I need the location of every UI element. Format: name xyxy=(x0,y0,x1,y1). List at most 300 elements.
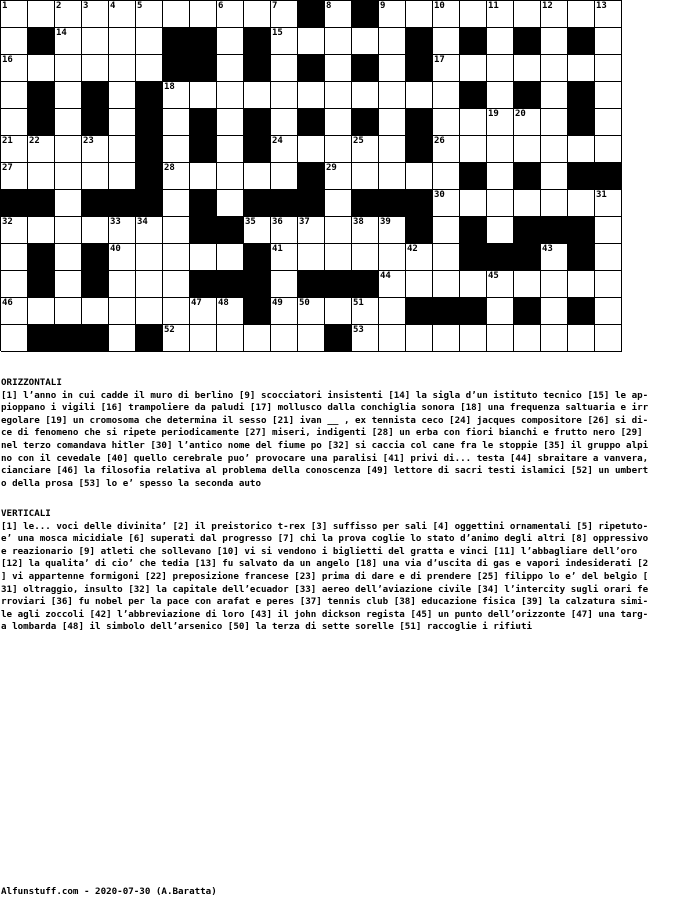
black-cell xyxy=(352,55,379,82)
black-cell xyxy=(244,271,271,298)
grid-cell[interactable] xyxy=(1,244,28,271)
grid-cell[interactable] xyxy=(28,136,55,163)
grid-cell[interactable] xyxy=(595,271,622,298)
grid-cell[interactable] xyxy=(325,244,352,271)
grid-cell[interactable] xyxy=(541,82,568,109)
grid-cell[interactable] xyxy=(514,190,541,217)
grid-cell[interactable] xyxy=(406,244,433,271)
grid-cell[interactable] xyxy=(244,1,271,28)
grid-cell[interactable] xyxy=(136,217,163,244)
grid-cell[interactable] xyxy=(136,244,163,271)
down-clue-line: e’ una mosca micidiale [6] superati dal progresso [7] chi la prova coglie lo stato d’animo degli altri [8] oppressivo xyxy=(1,533,649,545)
grid-cell[interactable] xyxy=(55,82,82,109)
grid-cell[interactable] xyxy=(541,271,568,298)
grid-cell[interactable] xyxy=(136,298,163,325)
grid-cell[interactable] xyxy=(298,244,325,271)
grid-cell[interactable] xyxy=(271,28,298,55)
grid-cell[interactable] xyxy=(325,190,352,217)
black-cell xyxy=(406,109,433,136)
grid-cell[interactable] xyxy=(1,28,28,55)
grid-cell[interactable] xyxy=(298,325,325,352)
grid-cell[interactable] xyxy=(190,244,217,271)
grid-cell[interactable] xyxy=(325,136,352,163)
grid-cell[interactable] xyxy=(595,190,622,217)
grid-cell[interactable] xyxy=(163,271,190,298)
grid-cell[interactable] xyxy=(271,298,298,325)
grid-cell[interactable] xyxy=(1,55,28,82)
grid-cell[interactable] xyxy=(1,298,28,325)
grid-cell[interactable] xyxy=(298,298,325,325)
clue-number: 53 xyxy=(353,325,364,335)
black-cell xyxy=(244,109,271,136)
clue-number: 3 xyxy=(83,1,89,11)
clue-number: 8 xyxy=(326,1,332,11)
grid-cell[interactable] xyxy=(406,82,433,109)
grid-cell[interactable] xyxy=(379,298,406,325)
black-cell xyxy=(271,190,298,217)
grid-cell[interactable] xyxy=(325,55,352,82)
across-heading: ORIZZONTALI xyxy=(1,377,62,388)
grid-cell[interactable] xyxy=(109,217,136,244)
grid-cell[interactable] xyxy=(433,244,460,271)
grid-cell[interactable] xyxy=(460,136,487,163)
grid-cell[interactable] xyxy=(136,55,163,82)
grid-cell[interactable] xyxy=(433,325,460,352)
grid-cell[interactable] xyxy=(190,298,217,325)
grid-cell[interactable] xyxy=(190,325,217,352)
clue-number: 29 xyxy=(326,163,337,173)
grid-cell[interactable] xyxy=(109,136,136,163)
black-cell xyxy=(352,271,379,298)
grid-cell[interactable] xyxy=(55,136,82,163)
clue-number: 26 xyxy=(434,136,445,146)
grid-cell[interactable] xyxy=(487,325,514,352)
grid-cell[interactable] xyxy=(217,298,244,325)
grid-cell[interactable] xyxy=(217,244,244,271)
grid-cell[interactable] xyxy=(163,325,190,352)
grid-cell[interactable] xyxy=(271,217,298,244)
black-cell xyxy=(406,55,433,82)
grid-cell[interactable] xyxy=(568,55,595,82)
grid-cell[interactable] xyxy=(541,28,568,55)
grid-cell[interactable] xyxy=(352,28,379,55)
grid-cell[interactable] xyxy=(541,1,568,28)
black-cell xyxy=(82,244,109,271)
black-cell xyxy=(514,82,541,109)
grid-cell[interactable] xyxy=(541,163,568,190)
grid-cell[interactable] xyxy=(217,28,244,55)
grid-cell[interactable] xyxy=(595,1,622,28)
grid-cell[interactable] xyxy=(487,190,514,217)
grid-cell[interactable] xyxy=(487,55,514,82)
grid-cell[interactable] xyxy=(55,109,82,136)
grid-cell[interactable] xyxy=(271,55,298,82)
clue-number: 9 xyxy=(380,1,386,11)
black-cell xyxy=(28,190,55,217)
grid-cell[interactable] xyxy=(433,1,460,28)
grid-cell[interactable] xyxy=(244,325,271,352)
grid-cell[interactable] xyxy=(460,109,487,136)
black-cell xyxy=(298,271,325,298)
grid-cell[interactable] xyxy=(379,217,406,244)
grid-cell[interactable] xyxy=(109,109,136,136)
black-cell xyxy=(406,217,433,244)
grid-cell[interactable] xyxy=(325,217,352,244)
grid-cell[interactable] xyxy=(514,55,541,82)
grid-cell[interactable] xyxy=(82,298,109,325)
black-cell xyxy=(28,82,55,109)
grid-cell[interactable] xyxy=(109,163,136,190)
grid-cell[interactable] xyxy=(298,217,325,244)
grid-cell[interactable] xyxy=(460,190,487,217)
clue-number: 52 xyxy=(164,325,175,335)
grid-cell[interactable] xyxy=(163,1,190,28)
grid-cell[interactable] xyxy=(271,271,298,298)
across-clue-line: no con il cevedale [40] quello cerebrale puo’ provocare una paralisi [41] privi di... testa [44] sbraitare a vanvera, xyxy=(1,452,649,464)
black-cell xyxy=(352,190,379,217)
grid-cell[interactable] xyxy=(298,82,325,109)
black-cell xyxy=(514,28,541,55)
grid-cell[interactable] xyxy=(55,163,82,190)
down-clue-line: a lombarda [48] il simbolo dell’arsenico [50] la terza di sette sorelle [51] raccoglie i rifiuti xyxy=(1,621,533,633)
grid-cell[interactable] xyxy=(82,217,109,244)
grid-cell[interactable] xyxy=(136,1,163,28)
clue-number: 30 xyxy=(434,190,445,200)
grid-cell[interactable] xyxy=(163,217,190,244)
black-cell xyxy=(136,325,163,352)
clue-number: 49 xyxy=(272,298,283,308)
black-cell xyxy=(190,190,217,217)
grid-cell[interactable] xyxy=(406,271,433,298)
grid-cell[interactable] xyxy=(190,163,217,190)
grid-cell[interactable] xyxy=(163,82,190,109)
grid-cell[interactable] xyxy=(109,82,136,109)
grid-cell[interactable] xyxy=(514,109,541,136)
black-cell xyxy=(1,190,28,217)
black-cell xyxy=(55,325,82,352)
grid-cell[interactable] xyxy=(541,325,568,352)
grid-cell[interactable] xyxy=(244,217,271,244)
grid-cell[interactable] xyxy=(109,244,136,271)
black-cell xyxy=(136,190,163,217)
grid-cell[interactable] xyxy=(379,82,406,109)
grid-cell[interactable] xyxy=(433,55,460,82)
grid-cell[interactable] xyxy=(82,136,109,163)
grid-cell[interactable] xyxy=(271,1,298,28)
grid-cell[interactable] xyxy=(217,109,244,136)
grid-cell[interactable] xyxy=(352,298,379,325)
grid-cell[interactable] xyxy=(487,28,514,55)
black-cell xyxy=(460,163,487,190)
grid-cell[interactable] xyxy=(55,271,82,298)
grid-cell[interactable] xyxy=(271,136,298,163)
grid-cell[interactable] xyxy=(55,28,82,55)
grid-cell[interactable] xyxy=(136,271,163,298)
grid-cell[interactable] xyxy=(595,244,622,271)
grid-cell[interactable] xyxy=(109,325,136,352)
clue-number: 17 xyxy=(434,55,445,65)
black-cell xyxy=(163,55,190,82)
black-cell xyxy=(460,82,487,109)
grid-cell[interactable] xyxy=(514,325,541,352)
black-cell xyxy=(568,109,595,136)
grid-cell[interactable] xyxy=(55,1,82,28)
grid-cell[interactable] xyxy=(163,109,190,136)
clue-number: 20 xyxy=(515,109,526,119)
clue-number: 16 xyxy=(2,55,13,65)
grid-cell[interactable] xyxy=(109,1,136,28)
clue-number: 47 xyxy=(191,298,202,308)
grid-cell[interactable] xyxy=(379,109,406,136)
clue-number: 15 xyxy=(272,28,283,38)
grid-cell[interactable] xyxy=(541,136,568,163)
grid-cell[interactable] xyxy=(1,109,28,136)
grid-cell[interactable] xyxy=(271,109,298,136)
black-cell xyxy=(568,28,595,55)
grid-cell[interactable] xyxy=(109,271,136,298)
grid-cell[interactable] xyxy=(541,244,568,271)
grid-cell[interactable] xyxy=(163,163,190,190)
grid-cell[interactable] xyxy=(244,82,271,109)
grid-cell[interactable] xyxy=(487,298,514,325)
black-cell xyxy=(406,190,433,217)
grid-cell[interactable] xyxy=(460,1,487,28)
grid-cell[interactable] xyxy=(541,109,568,136)
black-cell xyxy=(352,1,379,28)
grid-cell[interactable] xyxy=(352,244,379,271)
grid-cell[interactable] xyxy=(28,55,55,82)
grid-cell[interactable] xyxy=(217,325,244,352)
grid-cell[interactable] xyxy=(298,28,325,55)
black-cell xyxy=(325,325,352,352)
grid-cell[interactable] xyxy=(163,190,190,217)
grid-cell[interactable] xyxy=(379,271,406,298)
grid-cell[interactable] xyxy=(1,82,28,109)
grid-cell[interactable] xyxy=(1,325,28,352)
grid-cell[interactable] xyxy=(487,1,514,28)
grid-cell[interactable] xyxy=(514,1,541,28)
black-cell xyxy=(487,244,514,271)
grid-cell[interactable] xyxy=(109,28,136,55)
black-cell xyxy=(460,244,487,271)
grid-cell[interactable] xyxy=(595,55,622,82)
grid-cell[interactable] xyxy=(55,298,82,325)
grid-cell[interactable] xyxy=(82,28,109,55)
black-cell xyxy=(595,163,622,190)
grid-cell[interactable] xyxy=(433,28,460,55)
clue-number: 22 xyxy=(29,136,40,146)
clue-number: 51 xyxy=(353,298,364,308)
grid-cell[interactable] xyxy=(487,163,514,190)
grid-cell[interactable] xyxy=(406,1,433,28)
grid-cell[interactable] xyxy=(325,163,352,190)
grid-cell[interactable] xyxy=(568,271,595,298)
black-cell xyxy=(325,271,352,298)
grid-cell[interactable] xyxy=(541,55,568,82)
grid-cell[interactable] xyxy=(379,244,406,271)
grid-cell[interactable] xyxy=(487,82,514,109)
grid-cell[interactable] xyxy=(406,163,433,190)
grid-cell[interactable] xyxy=(55,55,82,82)
grid-cell[interactable] xyxy=(217,190,244,217)
grid-cell[interactable] xyxy=(1,271,28,298)
grid-cell[interactable] xyxy=(325,109,352,136)
grid-cell[interactable] xyxy=(82,55,109,82)
black-cell xyxy=(298,163,325,190)
grid-cell[interactable] xyxy=(568,1,595,28)
grid-cell[interactable] xyxy=(379,28,406,55)
grid-cell[interactable] xyxy=(271,325,298,352)
grid-cell[interactable] xyxy=(352,325,379,352)
grid-cell[interactable] xyxy=(217,136,244,163)
grid-cell[interactable] xyxy=(433,136,460,163)
grid-cell[interactable] xyxy=(433,109,460,136)
grid-cell[interactable] xyxy=(217,55,244,82)
grid-cell[interactable] xyxy=(433,82,460,109)
grid-cell[interactable] xyxy=(271,163,298,190)
clue-number: 41 xyxy=(272,244,283,254)
grid-cell[interactable] xyxy=(352,82,379,109)
grid-cell[interactable] xyxy=(595,298,622,325)
grid-cell[interactable] xyxy=(352,163,379,190)
grid-cell[interactable] xyxy=(217,82,244,109)
clue-number: 10 xyxy=(434,1,445,11)
grid-cell[interactable] xyxy=(244,163,271,190)
grid-cell[interactable] xyxy=(514,136,541,163)
black-cell xyxy=(568,163,595,190)
grid-cell[interactable] xyxy=(433,190,460,217)
grid-cell[interactable] xyxy=(568,190,595,217)
clue-number: 40 xyxy=(110,244,121,254)
black-cell xyxy=(163,28,190,55)
grid-cell[interactable] xyxy=(82,163,109,190)
grid-cell[interactable] xyxy=(28,217,55,244)
grid-cell[interactable] xyxy=(325,298,352,325)
black-cell xyxy=(28,28,55,55)
grid-cell[interactable] xyxy=(82,1,109,28)
black-cell xyxy=(406,28,433,55)
clue-number: 24 xyxy=(272,136,283,146)
grid-cell[interactable] xyxy=(379,136,406,163)
grid-cell[interactable] xyxy=(1,136,28,163)
black-cell xyxy=(190,109,217,136)
grid-cell[interactable] xyxy=(460,55,487,82)
grid-cell[interactable] xyxy=(406,325,433,352)
clue-number: 36 xyxy=(272,217,283,227)
grid-cell[interactable] xyxy=(460,325,487,352)
grid-cell[interactable] xyxy=(568,325,595,352)
down-clues xyxy=(1,508,700,634)
black-cell xyxy=(541,217,568,244)
grid-cell[interactable] xyxy=(379,325,406,352)
grid-cell[interactable] xyxy=(163,298,190,325)
black-cell xyxy=(244,55,271,82)
clue-number: 14 xyxy=(56,28,67,38)
grid-cell[interactable] xyxy=(217,163,244,190)
clue-number: 28 xyxy=(164,163,175,173)
grid-cell[interactable] xyxy=(595,217,622,244)
clue-number: 32 xyxy=(2,217,13,227)
grid-cell[interactable] xyxy=(163,244,190,271)
grid-cell[interactable] xyxy=(568,136,595,163)
across-clue-line: [1] l’anno in cui cadde il muro di berlino [9] scocciatori insistenti [14] la sigla d’un istituto tecnico [15] le ap- xyxy=(1,389,649,401)
grid-cell[interactable] xyxy=(325,1,352,28)
clue-number: 2 xyxy=(56,1,62,11)
black-cell xyxy=(190,28,217,55)
clue-number: 4 xyxy=(110,1,116,11)
grid-cell[interactable] xyxy=(541,298,568,325)
grid-cell[interactable] xyxy=(460,271,487,298)
grid-cell[interactable] xyxy=(1,217,28,244)
grid-cell[interactable] xyxy=(1,1,28,28)
grid-cell[interactable] xyxy=(595,325,622,352)
grid-cell[interactable] xyxy=(55,244,82,271)
grid-cell[interactable] xyxy=(487,271,514,298)
clue-number: 37 xyxy=(299,217,310,227)
footer-credit: Alfunstuff.com - 2020-07-30 (A.Baratta) xyxy=(1,886,217,897)
down-clue-line: rroviari [36] fu nobel per la pace con arafat e peres [37] tennis club [38] educazione fisica [39] la calzatura simi- xyxy=(1,596,649,608)
grid-cell[interactable] xyxy=(55,190,82,217)
black-cell xyxy=(82,271,109,298)
grid-cell[interactable] xyxy=(28,298,55,325)
grid-cell[interactable] xyxy=(28,1,55,28)
grid-cell[interactable] xyxy=(595,28,622,55)
grid-cell[interactable] xyxy=(379,163,406,190)
black-cell xyxy=(568,217,595,244)
grid-cell[interactable] xyxy=(271,82,298,109)
clue-number: 7 xyxy=(272,1,278,11)
grid-cell[interactable] xyxy=(379,55,406,82)
grid-cell[interactable] xyxy=(217,1,244,28)
grid-cell[interactable] xyxy=(487,217,514,244)
black-cell xyxy=(28,325,55,352)
grid-cell[interactable] xyxy=(595,136,622,163)
grid-cell[interactable] xyxy=(595,82,622,109)
black-cell xyxy=(460,298,487,325)
grid-cell[interactable] xyxy=(379,1,406,28)
clue-number: 25 xyxy=(353,136,364,146)
clue-number: 43 xyxy=(542,244,553,254)
grid-cell[interactable] xyxy=(514,271,541,298)
grid-cell[interactable] xyxy=(109,298,136,325)
grid-cell[interactable] xyxy=(352,217,379,244)
grid-cell[interactable] xyxy=(433,217,460,244)
grid-cell[interactable] xyxy=(136,28,163,55)
grid-cell[interactable] xyxy=(325,82,352,109)
grid-cell[interactable] xyxy=(109,55,136,82)
grid-cell[interactable] xyxy=(190,1,217,28)
black-cell xyxy=(298,109,325,136)
grid-cell[interactable] xyxy=(487,109,514,136)
black-cell xyxy=(298,1,325,28)
black-cell xyxy=(82,82,109,109)
grid-cell[interactable] xyxy=(271,244,298,271)
grid-cell[interactable] xyxy=(595,109,622,136)
grid-cell[interactable] xyxy=(55,217,82,244)
grid-cell[interactable] xyxy=(163,136,190,163)
grid-cell[interactable] xyxy=(298,136,325,163)
grid-cell[interactable] xyxy=(487,136,514,163)
grid-cell[interactable] xyxy=(433,271,460,298)
grid-cell[interactable] xyxy=(433,163,460,190)
grid-cell[interactable] xyxy=(190,82,217,109)
grid-cell[interactable] xyxy=(1,163,28,190)
grid-cell[interactable] xyxy=(541,190,568,217)
grid-cell[interactable] xyxy=(28,163,55,190)
black-cell xyxy=(514,298,541,325)
grid-cell[interactable] xyxy=(352,136,379,163)
grid-cell[interactable] xyxy=(325,28,352,55)
